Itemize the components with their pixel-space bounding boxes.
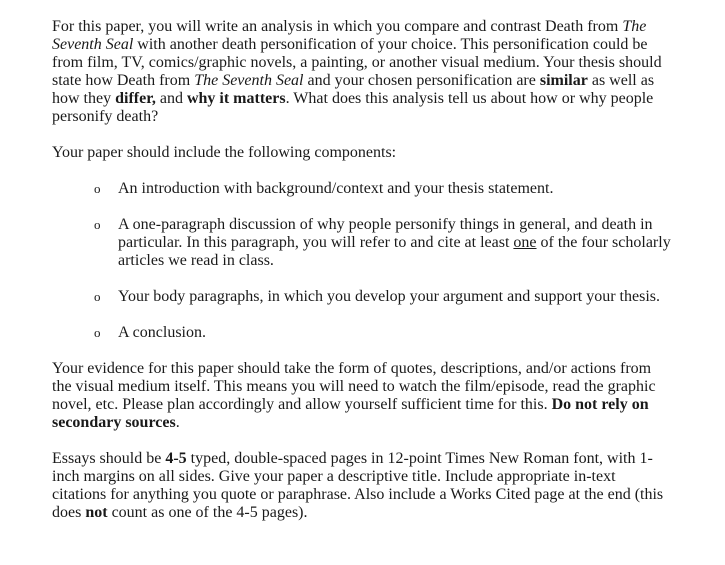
- format-paragraph: [52, 450, 672, 522]
- list-item: [52, 180, 672, 198]
- components-intro: Your paper should include the following components:: [52, 144, 397, 161]
- emphasis-not: not: [85, 504, 108, 521]
- list-item: [52, 288, 672, 306]
- intro-text: For this paper, you will write an analysis in which you compare and contrast Death from: [52, 18, 623, 35]
- list-item: [52, 324, 672, 342]
- bullet-icon: o: [94, 325, 101, 340]
- intro-text: and your chosen personification are: [303, 72, 540, 89]
- list-item-text: of the four scholarly articles we read in class.: [118, 234, 671, 269]
- evidence-text: .: [175, 414, 180, 431]
- assignment-document: [52, 18, 672, 540]
- bullet-icon: o: [94, 217, 101, 232]
- film-title: The Seventh Seal: [52, 18, 647, 53]
- format-text: typed, double-spaced pages in 12-point Times New Roman font, with 1-inch margins on all sides. Give your paper a descriptive title. Include appropriate in-text citations for anything you quote or paraphrase. Also include a Works Cited page at the end (this does: [52, 450, 664, 521]
- emphasis-secondary-sources: Do not rely on secondary sources: [52, 396, 649, 431]
- emphasis-why-it-matters: why it matters: [186, 90, 286, 107]
- evidence-text: Your evidence for this paper should take the form of quotes, descriptions, and/or actions from the visual medium itself. This means you will need to watch the film/episode, read the graphic novel, etc. Please plan accordingly and allow yourself sufficient time for this.: [52, 360, 656, 413]
- components-list: [52, 180, 672, 342]
- intro-text: . What does this analysis tell us about how or why people personify death?: [52, 90, 654, 125]
- bullet-icon: o: [94, 289, 101, 304]
- emphasis-one: one: [513, 234, 537, 251]
- format-text: count as one of the 4-5 pages).: [107, 504, 308, 521]
- film-title: The Seventh Seal: [194, 72, 304, 89]
- intro-paragraph: [52, 18, 672, 126]
- intro-text: as well as how they: [52, 72, 655, 107]
- intro-text: with another death personification of your choice. This personification could be from film, TV, comics/graphic novels, a painting, or another visual medium. Your thesis should state how Death from: [52, 36, 662, 89]
- emphasis-page-count: 4-5: [165, 450, 187, 467]
- emphasis-differ: differ,: [115, 90, 156, 107]
- emphasis-similar: similar: [539, 72, 588, 89]
- evidence-paragraph: [52, 360, 672, 432]
- list-item-text: A one-paragraph discussion of why people personify things in general, and death in particular. In this paragraph, you will refer to and cite at least: [118, 216, 653, 251]
- list-item: [52, 216, 672, 270]
- list-item-text: Your body paragraphs, in which you develop your argument and support your thesis.: [118, 288, 660, 305]
- bullet-icon: o: [94, 181, 101, 196]
- format-text: Essays should be: [52, 450, 166, 467]
- intro-text: and: [155, 90, 187, 107]
- list-item-text: An introduction with background/context and your thesis statement.: [118, 180, 554, 197]
- list-item-text: A conclusion.: [118, 324, 206, 341]
